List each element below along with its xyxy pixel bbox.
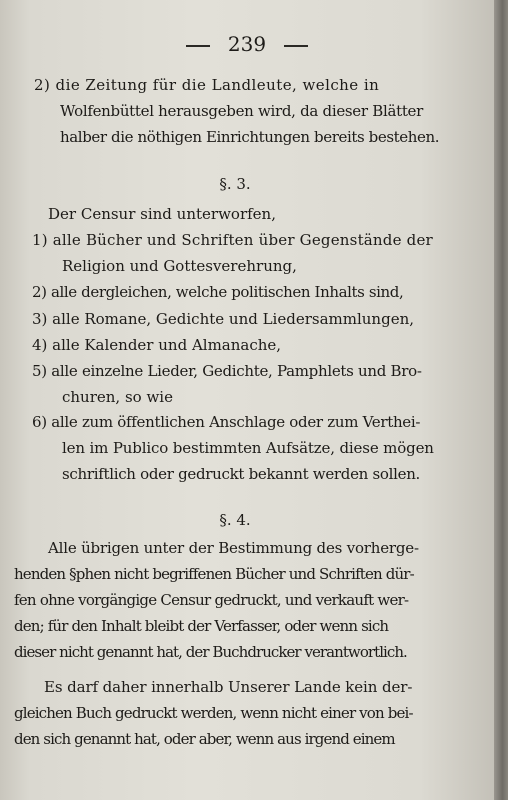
text-line: den sich genannt hat, oder aber, wenn aus irgend einem [14, 730, 395, 748]
list-item: 5) alle einzelne Lieder, Gedichte, Pamphlets und Bro- [32, 362, 422, 380]
header-dash-right [284, 45, 308, 47]
page-number: 239 [227, 32, 267, 56]
text-line: fen ohne vorgängige Censur gedruckt, und verkauft wer- [14, 591, 409, 609]
section-heading-4: §. 4. [219, 511, 251, 529]
text-line: Es darf daher innerhalb Unserer Lande kein der- [44, 678, 413, 696]
list-item: 4) alle Kalender und Almanache, [32, 336, 282, 354]
list-item-continuation: schriftlich oder gedruckt bekannt werden sollen. [62, 465, 421, 483]
text-line: Alle übrigen unter der Bestimmung des vorherge- [48, 539, 419, 557]
text-line: den; für den Inhalt bleibt der Verfasser, oder wenn sich [14, 617, 389, 635]
list-item-continuation: churen, so wie [62, 388, 173, 406]
list-item-continuation: Religion und Gottesverehrung, [62, 257, 297, 275]
text-line: Wolfenbüttel herausgeben wird, da dieser Blätter [60, 102, 423, 120]
text-line: dieser nicht genannt hat, der Buchdrucker verantwortlich. [14, 643, 407, 661]
list-item: 1) alle Bücher und Schriften über Gegenstände der [32, 231, 433, 249]
list-item-continuation: len im Publico bestimmten Aufsätze, diese mögen [62, 439, 434, 457]
header-dash-left [186, 45, 210, 47]
page-header [0, 32, 494, 56]
text-line: Der Censur sind unterworfen, [48, 205, 276, 223]
list-item: 2) alle dergleichen, welche politischen Inhalts sind, [32, 283, 404, 301]
section-heading-3: §. 3. [219, 175, 251, 193]
text-line: 2) die Zeitung für die Landleute, welche in [34, 76, 380, 94]
list-item: 3) alle Romane, Gedichte und Liedersammlungen, [32, 310, 414, 328]
list-item: 6) alle zum öffentlichen Anschlage oder zum Verthei- [32, 413, 421, 431]
page-edge-shadow [494, 0, 508, 800]
text-line: halber die nöthigen Einrichtungen bereits bestehen. [60, 128, 440, 146]
text-line: gleichen Buch gedruckt werden, wenn nicht einer von bei- [14, 704, 413, 722]
text-line: henden §phen nicht begriffenen Bücher und Schriften dür- [14, 565, 414, 583]
